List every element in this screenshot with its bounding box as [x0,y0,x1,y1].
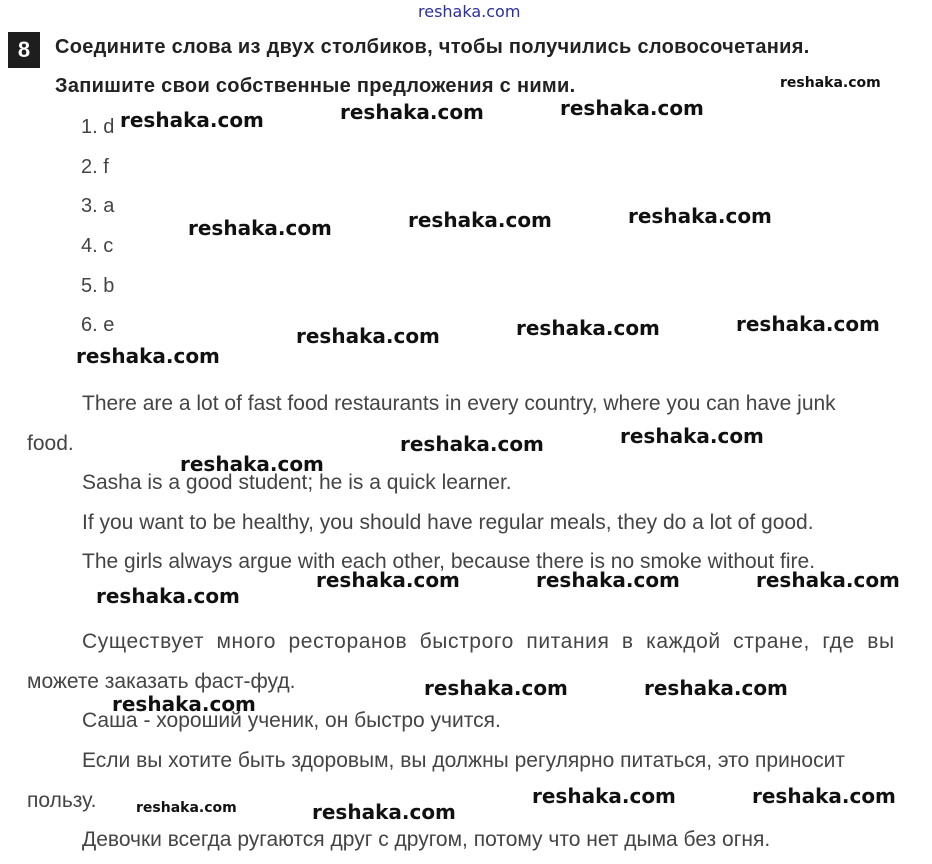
watermark: reshaka.com [536,568,680,592]
watermark: reshaka.com [112,692,256,716]
watermark: reshaka.com [120,108,264,132]
watermark: reshaka.com [756,568,900,592]
watermark: reshaka.com [96,584,240,608]
russian-sentence-4: Девочки всегда ругаются друг с другом, потому что нет дыма без огня. [82,828,771,851]
watermark: reshaka.com [316,568,460,592]
watermark: reshaka.com [188,216,332,240]
english-sentence-3: If you want to be healthy, you should have regular meals, they do a lot of good. [82,511,814,534]
watermark: reshaka.com [180,452,324,476]
watermark: reshaka.com [340,100,484,124]
answer-item: 2. f [81,156,109,178]
watermark: reshaka.com [644,676,788,700]
russian-sentence-1-line-1: Существует много ресторанов быстрого питания в каждой стране, где вы [82,630,895,653]
answer-item: 6. e [81,314,115,336]
answer-item: 1. d [81,116,115,138]
russian-sentence-1-line-2: можете заказать фаст-фуд. [27,670,296,693]
watermark: reshaka.com [136,800,237,816]
watermark: reshaka.com [752,784,896,808]
watermark: reshaka.com [628,204,772,228]
watermark: reshaka.com [400,432,544,456]
watermark: reshaka.com [408,208,552,232]
watermark: reshaka.com [736,312,880,336]
watermark: reshaka.com [780,75,881,91]
task-line-2: Запишите свои собственные предложения с ними. [55,75,576,97]
english-sentence-1-line-1: There are a lot of fast food restaurants in every country, where you can have junk [82,392,836,415]
watermark: reshaka.com [516,316,660,340]
watermark: reshaka.com [620,424,764,448]
answer-item: 5. b [81,275,115,297]
english-sentence-4: The girls always argue with each other, because there is no smoke without fire. [82,550,816,573]
answer-item: 4. c [81,235,114,257]
answer-item: 3. a [81,195,115,217]
task-line-1: Соедините слова из двух столбиков, чтобы получились словосочетания. [55,36,810,58]
russian-sentence-3-line-2: пользу. [27,789,97,812]
english-sentence-2: Sasha is a good student; he is a quick learner. [82,471,512,494]
watermark: reshaka.com [560,96,704,120]
russian-sentence-2: Саша - хороший ученик, он быстро учится. [82,709,501,732]
watermark: reshaka.com [76,344,220,368]
watermark: reshaka.com [532,784,676,808]
russian-sentence-3-line-1: Если вы хотите быть здоровым, вы должны регулярно питаться, это приносит [82,749,845,772]
top-watermark: reshaka.com [418,2,521,21]
exercise-number: 8 [8,32,40,68]
english-sentence-1-line-2: food. [27,432,74,455]
watermark: reshaka.com [296,324,440,348]
watermark: reshaka.com [312,800,456,824]
watermark: reshaka.com [424,676,568,700]
